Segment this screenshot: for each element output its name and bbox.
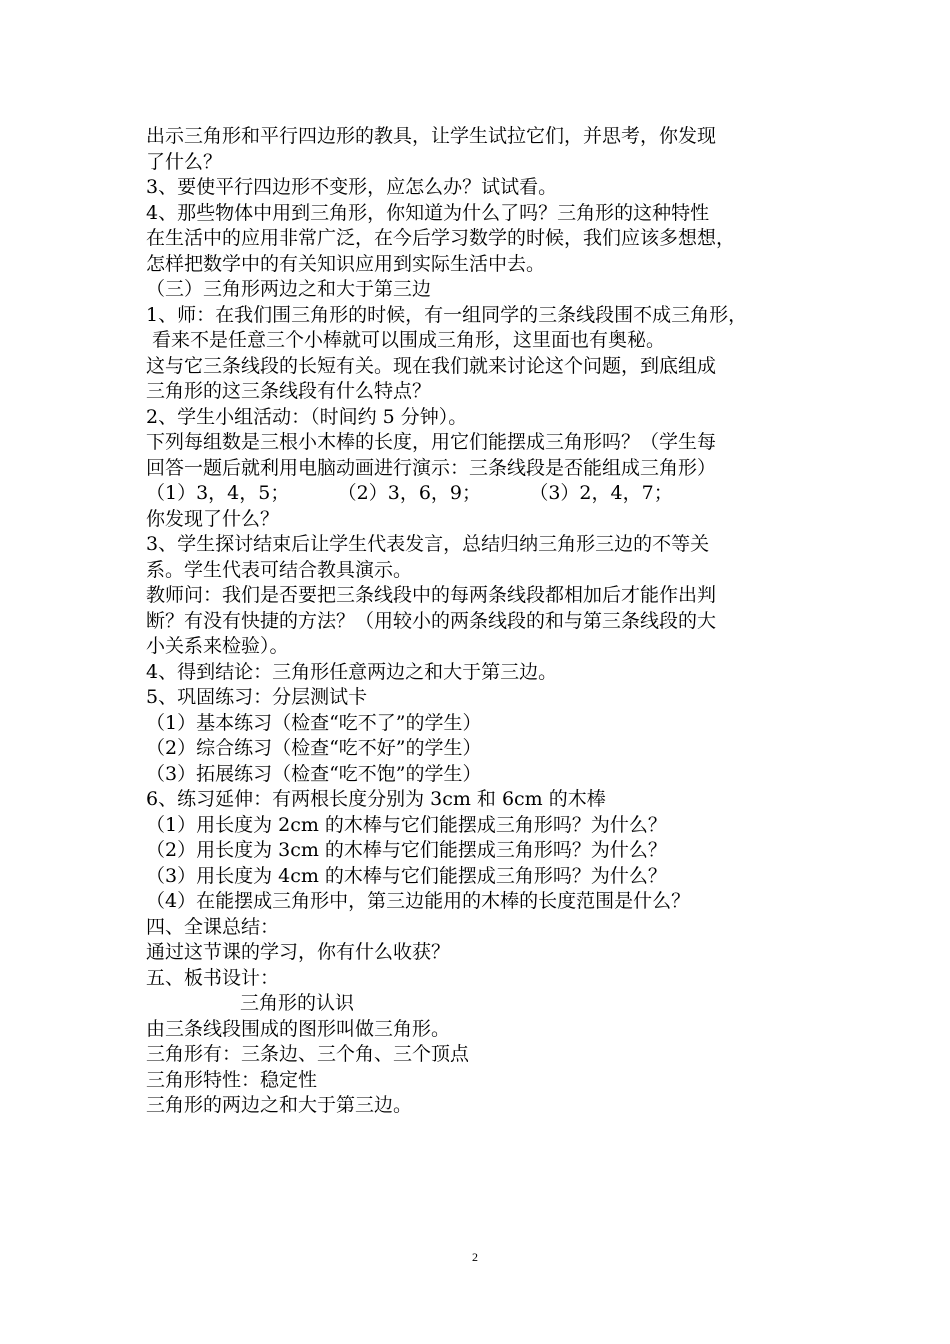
text-line: （2）综合练习（检查“吃不好”的学生）	[146, 737, 482, 759]
text-line: （1）用长度为 2cm 的木棒与它们能摆成三角形吗？为什么？	[146, 813, 667, 836]
text-line: （2）用长度为 3cm 的木棒与它们能摆成三角形吗？为什么？	[146, 839, 667, 861]
text-line: 3、学生探讨结束后让学生代表发言，总结归纳三角形三边的不等关	[146, 533, 710, 555]
text-line: （4）在能摆成三角形中，第三边能用的木棒的长度范围是什么？	[146, 890, 691, 912]
page-number: 2	[472, 1250, 478, 1264]
text-line: 下列每组数是三根小木棒的长度，用它们能摆成三角形吗？（学生每	[146, 431, 717, 453]
text-line: 由三条线段围成的图形叫做三角形。	[146, 1017, 451, 1040]
section-heading: 四、全课总结：	[146, 915, 280, 938]
text-line: 2、学生小组活动：（时间约 5 分钟）。	[146, 405, 468, 428]
section-heading: （三）三角形两边之和大于第三边	[146, 278, 432, 300]
board-title: 三角形的认识	[240, 992, 355, 1014]
text-line: 系。学生代表可结合教具演示。	[146, 558, 413, 581]
section-heading: 五、板书设计：	[146, 966, 280, 989]
text-line: 断？有没有快捷的方法？（用较小的两条线段的和与第三条线段的大	[146, 609, 717, 632]
text-line: （3）拓展练习（检查“吃不饱”的学生）	[146, 762, 482, 785]
text-line: 看来不是任意三个小棒就可以围成三角形，这里面也有奥秘。	[146, 329, 666, 351]
text-line: 4、那些物体中用到三角形，你知道为什么了吗？三角形的这种特性	[146, 201, 710, 224]
text-line: 5、巩固练习：分层测试卡	[146, 686, 368, 708]
document-body	[146, 124, 826, 1119]
text-line: 三角形的这三条线段有什么特点？	[146, 380, 432, 402]
text-line: 3、要使平行四边形不变形，应怎么办？试试看。	[146, 176, 558, 198]
text-line: 4、得到结论：三角形任意两边之和大于第三边。	[146, 660, 558, 683]
text-line: 你发现了什么？	[146, 507, 280, 530]
text-line: 1、师：在我们围三角形的时候，有一组同学的三条线段围不成三角形，	[146, 303, 748, 326]
text-line: 三角形有：三条边、三个角、三个顶点	[146, 1043, 470, 1065]
text-line: （1）3，4，5； （2）3，6，9； （3）2，4，7；	[146, 482, 673, 504]
text-line: 三角形特性：稳定性	[146, 1068, 318, 1091]
text-line: 通过这节课的学习，你有什么收获？	[146, 941, 451, 963]
text-line: 这与它三条线段的长短有关。现在我们就来讨论这个问题，到底组成	[146, 354, 717, 377]
text-line: 在生活中的应用非常广泛，在今后学习数学的时候，我们应该多想想，	[146, 227, 736, 249]
text-line: 回答一题后就利用电脑动画进行演示：三条线段是否能组成三角形）	[146, 456, 717, 479]
text-line: 6、练习延伸：有两根长度分别为 3cm 和 6cm 的木棒	[146, 788, 606, 810]
text-line: （1）基本练习（检查“吃不了”的学生）	[146, 711, 482, 734]
text-line: 三角形的两边之和大于第三边。	[146, 1094, 413, 1116]
text-line: 了什么？	[146, 150, 223, 173]
text-line: 出示三角形和平行四边形的教具，让学生试拉它们，并思考，你发现	[146, 125, 717, 147]
text-line: 怎样把数学中的有关知识应用到实际生活中去。	[146, 252, 546, 275]
text-line: （3）用长度为 4cm 的木棒与它们能摆成三角形吗？为什么？	[146, 864, 667, 887]
text-line: 小关系来检验）。	[146, 635, 289, 657]
text-line: 教师问：我们是否要把三条线段中的每两条线段都相加后才能作出判	[146, 584, 717, 606]
